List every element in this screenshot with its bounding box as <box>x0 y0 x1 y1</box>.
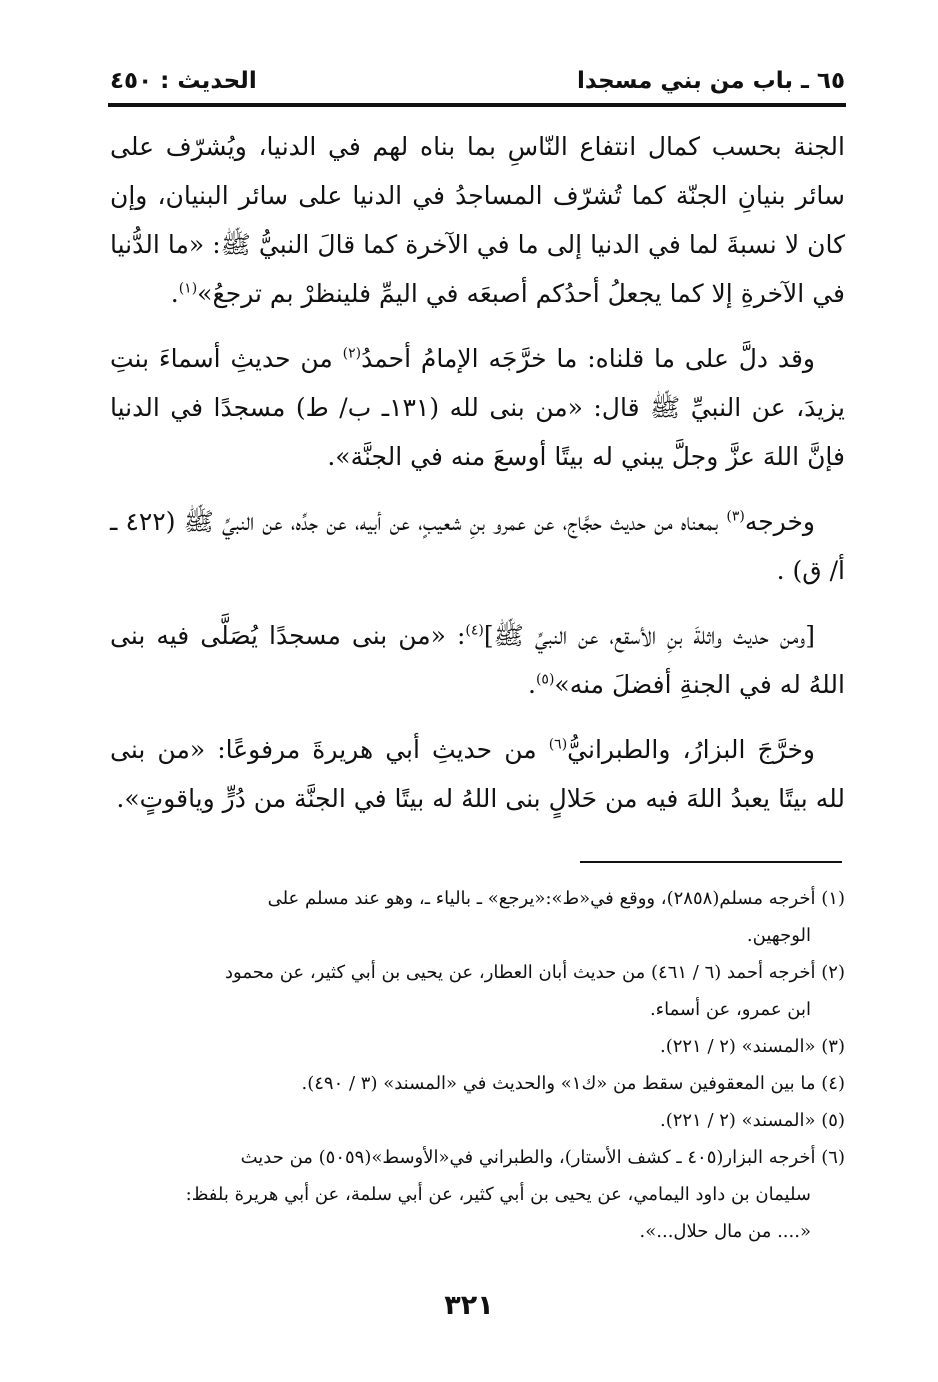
footnote-ref-1: (١) <box>178 280 198 297</box>
footnote-text-cont: سليمان بن داود اليمامي، عن يحيى بن أبي كثير، عن أبي سلمة، عن أبي هريرة بلفظ: <box>185 1184 811 1205</box>
header-divider <box>108 103 846 105</box>
paragraph-4-end: . <box>528 670 536 699</box>
footnote-text: «المسند» (٢ / ٢٢١). <box>659 1110 816 1131</box>
footnote-3 <box>110 1028 845 1065</box>
paragraph-3 <box>110 497 845 595</box>
paragraph-1-text: الجنة بحسب كمال انتفاع النّاسِ بما بناه لهم في الدنيا، ويُشرّف على سائر بنيانِ الجنّة كما تُشرّف المساجدُ في الدنيا على سائر البنيان، وإن كان لا نسبةَ لما في الدنيا إلى ما في الآخرة كما قالَ النبيُّ ﷺ: «ما الدُّنيا في الآخرةِ إلا كما يجعلُ أحدُكم أصبعَه في اليمِّ فلينظرْ بم ترجعُ» <box>110 132 845 308</box>
footnote-text-cont: الوجهين. <box>746 925 811 946</box>
footnote-number: (٦) <box>821 1147 845 1168</box>
footnote-5 <box>110 1102 845 1139</box>
paragraph-4 <box>110 611 845 709</box>
footnote-6 <box>110 1139 845 1250</box>
paragraph-1 <box>110 122 845 318</box>
footnote-1 <box>110 880 845 954</box>
footnote-ref-3: (٣) <box>726 508 745 525</box>
footnote-number: (٤) <box>821 1073 845 1094</box>
footnote-text: أخرجه أحمد (٦ / ٤٦١) من حديث أبان العطار، عن يحيى بن أبي كثير، عن محمود <box>225 962 816 983</box>
paragraph-1-end: . <box>170 279 179 308</box>
footnote-number: (١) <box>821 888 845 909</box>
footnote-text: أخرجه مسلم(٢٨٥٨)، ووقع في«ط»:«يرجع» ـ بالياء ـ، وهو عند مسلم على <box>267 888 816 909</box>
paragraph-2 <box>110 334 845 481</box>
main-text <box>110 122 845 839</box>
footnote-divider <box>580 861 842 863</box>
footnote-ref-2: (٢) <box>342 345 362 362</box>
footnote-number: (٢) <box>821 962 845 983</box>
footnote-4 <box>110 1065 845 1102</box>
footnote-ref-6: (٦) <box>548 736 568 753</box>
footnote-ref-4: (٤) <box>465 622 484 639</box>
footnote-2 <box>110 954 845 1028</box>
footnote-number: (٥) <box>821 1110 845 1131</box>
footnote-number: (٣) <box>821 1036 845 1057</box>
paragraph-5-text-b: من حديثِ أبي هريرةَ مرفوعًا: «من بنى لله بيتًا يعبدُ اللهَ فيه من حَلالٍ بنى اللهُ له بيتًا في الجنَّة من دُرٍّ وياقوتٍ». <box>110 735 845 813</box>
paragraph-5 <box>110 725 845 823</box>
paragraph-2-text-b: من حديثِ أسماءَ بنتِ يزيدَ، عن النبيِّ ﷺ قال: «من بنى لله (١٣١ـ ب/ ط) مسجدًا في الدنيا فإنَّ اللهَ عزَّ وجلَّ يبني له بيتًا أوسعَ منه في الجنَّة». <box>110 344 846 471</box>
footnote-text-cont: «.... من مال حلال...». <box>639 1221 811 1242</box>
paragraph-3-text-b: بمعناه من حديث حجَّاج، عن عمرو بنِ شعيبٍ، عن أبيه، عن جدِّه، عن النبيِّ ﷺ (٤٢٢ ـ أ/ ق) . <box>110 507 845 585</box>
paragraph-4-text-a: [ومن حديث واثلةَ بنِ الأسقع، عن النبيِّ ﷺ] <box>483 621 815 650</box>
paragraph-2-text-a: وقد دلَّ على ما قلناه: ما خرَّجَه الإمامُ أحمدُ <box>361 344 816 373</box>
paragraph-5-text-a: وخرَّجَ البزارُ، والطبرانيُّ <box>567 735 815 764</box>
running-header <box>110 62 845 102</box>
chapter-title: ٦٥ ـ باب من بني مسجدا <box>577 68 845 94</box>
footnote-text: «المسند» (٢ / ٢٢١). <box>659 1036 816 1057</box>
footnote-text: أخرجه البزار(٤٠٥ ـ كشف الأستار)، والطبراني في«الأوسط»(٥٠٥٩) من حديث <box>240 1147 816 1168</box>
footnote-ref-5: (٥) <box>535 671 555 688</box>
paragraph-3-text-a: وخرجه <box>744 507 815 536</box>
footnote-text: ما بين المعقوفين سقط من «ك١» والحديث في «المسند» (٣ / ٤٩٠). <box>301 1073 816 1094</box>
paragraph-4-text-b: : «من بنى مسجدًا يُصَلَّى فيه بنى اللهُ له في الجنةِ أفضلَ منه» <box>110 621 845 699</box>
page-number: ٣٢١ <box>444 1290 494 1321</box>
hadith-number: الحديث : ٤٥٠ <box>110 68 257 94</box>
footnote-text-cont: ابن عمرو، عن أسماء. <box>649 999 811 1020</box>
footnotes <box>110 880 845 1250</box>
